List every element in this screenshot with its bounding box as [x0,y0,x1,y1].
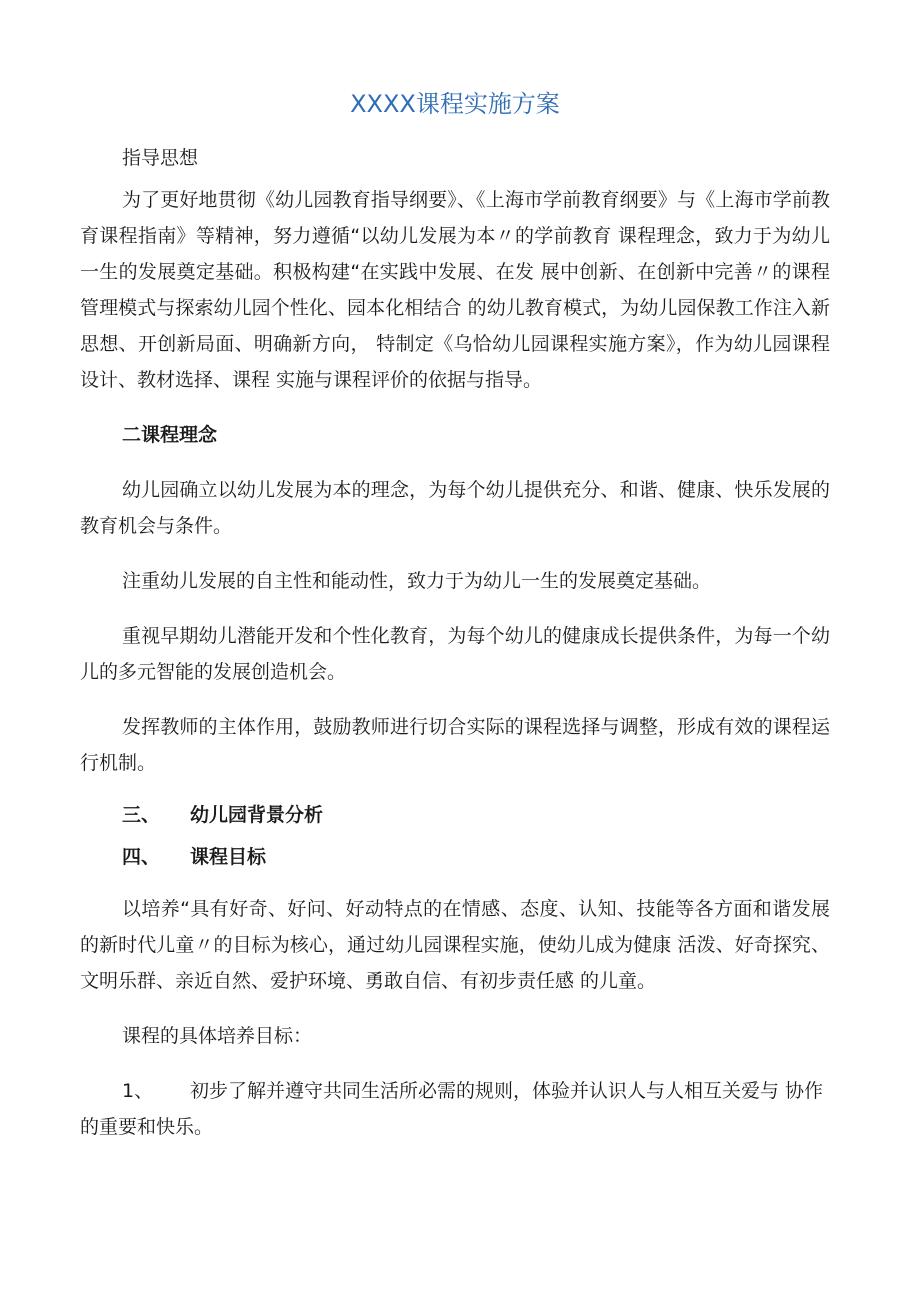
section-title-goals: 课程目标 [190,846,267,868]
section-heading-guiding: 指导思想 [122,147,199,169]
guiding-paragraph: 为了更好地贯彻《幼儿园教育指导纲要》、《上海市学前教育纲要》与《上海市学前教育课程指南》等精神，努力遵循“以幼儿发展为本〃的学前教育 课程理念，致力于为幼儿一生的发展奠定基础。积极构建“在实践中发展、在发 展中创新、在创新中完善〃的课程管理模式与探索幼儿园个性化、园本化相结合 的幼儿教育模式，为幼儿园保教工作注入新思想、开创新局面、明确新方向， 特制定《乌恰幼儿园课程实施方案》，作为幼儿园课程设计、教材选择、课程 实施与课程评价的依据与指导。 [80,189,830,391]
section-number-goals: 四、 [122,846,161,868]
section-number-background: 三、 [122,804,161,826]
document-page [80,82,830,1145]
section-heading-concept: 二课程理念 [122,424,218,446]
section-heading-goals [80,839,830,875]
concept-paragraph-4: 发挥教师的主体作用，鼓励教师进行切合实际的课程选择与调整，形成有效的课程运行机制。 [80,716,830,774]
section-heading-background [80,797,830,833]
goal-item-1-number: 1、 [122,1080,154,1102]
concept-paragraph-1: 幼儿园确立以幼儿发展为本的理念，为每个幼儿提供充分、和谐、健康、快乐发展的教育机会与条件。 [80,479,830,537]
concept-paragraph-3: 重视早期幼儿潜能开发和个性化教育，为每个幼儿的健康成长提供条件，为每一个幼儿的多元智能的发展创造机会。 [80,625,830,683]
goals-specific-intro: 课程的具体培养目标： [122,1025,313,1047]
goal-item-1-text: 初步了解并遵守共同生活所必需的规则，体验并认识人与人相互关爱与 协作的重要和快乐。 [80,1080,824,1138]
goal-item-1 [80,1073,830,1145]
section-title-background: 幼儿园背景分析 [190,804,324,826]
concept-paragraph-2: 注重幼儿发展的自主性和能动性，致力于为幼儿一生的发展奠定基础。 [122,570,712,592]
document-title: XXXX课程实施方案 [350,90,560,118]
goals-paragraph: 以培养“具有好奇、好问、好动特点的在情感、态度、认知、技能等各方面和谐发展的新时代儿童〃的目标为核心，通过幼儿园课程实施，使幼儿成为健康 活泼、好奇探究、文明乐群、亲近自然、爱护环境、勇敢自信、有初步责任感 的儿童。 [80,898,830,992]
